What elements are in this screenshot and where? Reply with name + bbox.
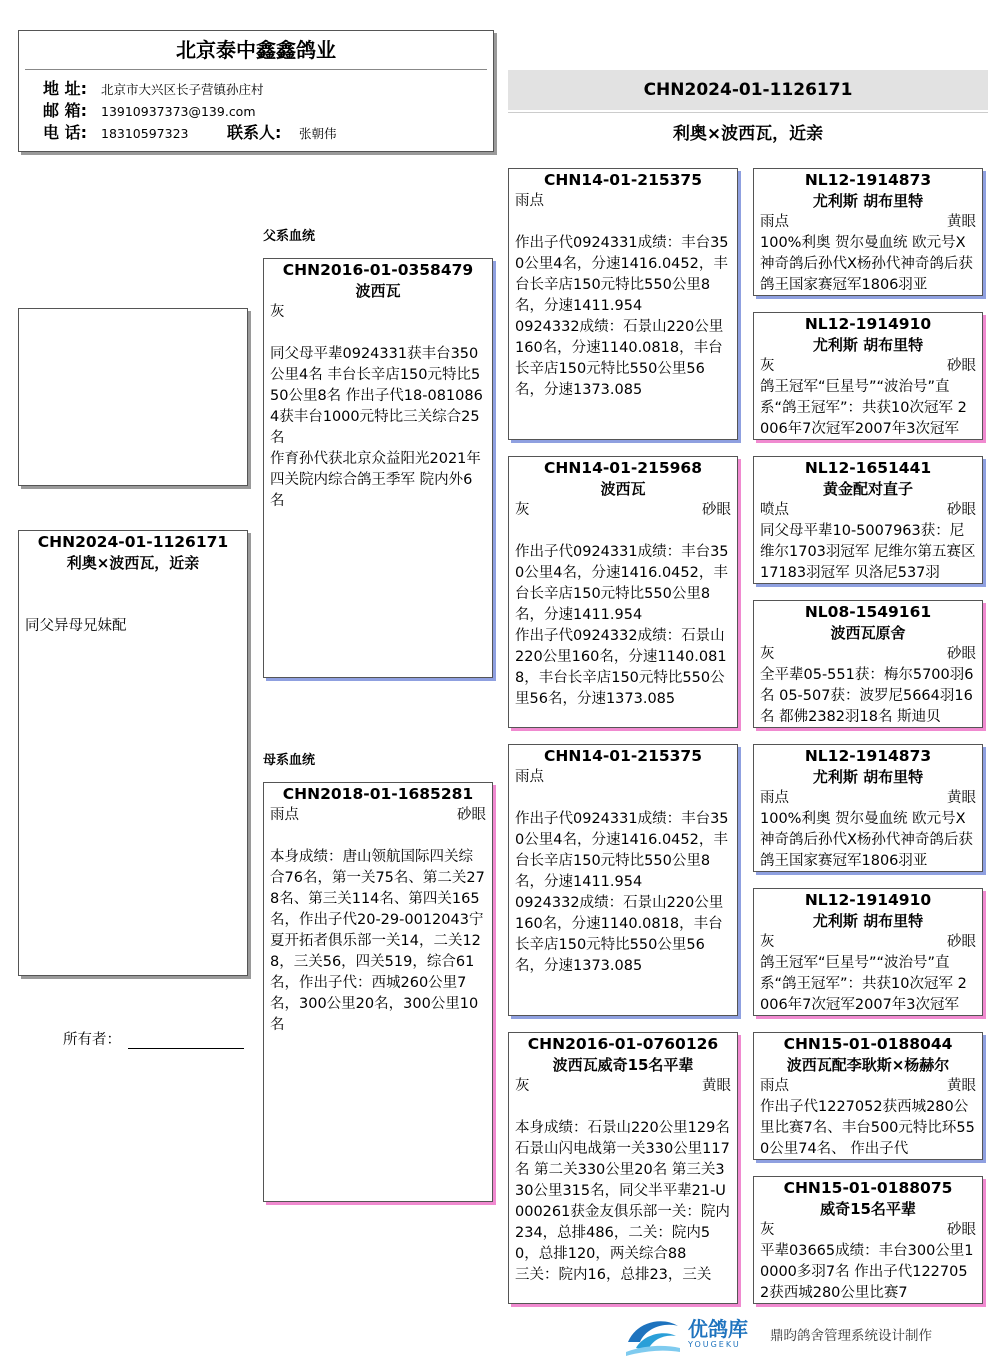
dam-sire-card <box>508 744 738 1016</box>
address-value: 北京市大兴区长子营镇孙庄村 <box>101 82 264 97</box>
ddd-eye: 砂眼 <box>947 1222 976 1238</box>
sss-eye: 黄眼 <box>947 214 976 230</box>
sire-ring: CHN2016-01-0358479 <box>282 261 474 279</box>
ssd-name: 尤利斯 胡布里特 <box>812 336 924 354</box>
sire-line-label: 父系血统 <box>263 229 316 244</box>
phone-line <box>19 122 493 144</box>
dam-dam-ring: CHN2016-01-0760126 <box>527 1035 719 1053</box>
dss-color: 雨点 <box>760 790 789 806</box>
sds-card <box>753 456 983 584</box>
dsd-name: 尤利斯 胡布里特 <box>812 912 924 930</box>
ssd-eye: 砂眼 <box>947 358 976 374</box>
sire-dam-card <box>508 456 738 728</box>
dam-eye: 砂眼 <box>457 807 486 823</box>
sdd-name: 波西瓦原舍 <box>830 624 906 642</box>
dam-dam-eye: 黄眼 <box>702 1078 731 1094</box>
owner-line <box>63 1028 244 1049</box>
ddd-text: 平辈03665成绩：丰台300公里10000多羽7名 作出子代1227052获西城280公里比赛7 <box>760 1243 974 1301</box>
dam-line-label: 母系血统 <box>263 753 316 768</box>
sdd-card <box>753 600 983 728</box>
address-label: 地 址: <box>43 79 87 98</box>
dsd-ring: NL12-1914910 <box>804 891 932 909</box>
contact-value: 张朝伟 <box>299 126 337 141</box>
dds-color: 雨点 <box>760 1078 789 1094</box>
dam-text: 本身成绩：唐山领航国际四关综合76名，第一关75名、第二关278名、第三关114名、第四关165名，作出子代20-29-0012043宁夏开拓者俱乐部一关14，二关128，三关56，四关519，综合61名，作出子代：西城260公里7名，300公里20名，300公里10名 <box>270 849 485 1033</box>
dam-dam-name: 波西瓦威奇15名平辈 <box>552 1056 694 1074</box>
sire-dam-name: 波西瓦 <box>600 480 646 498</box>
subject-ring: CHN2024-01-1126171 <box>37 533 229 551</box>
dam-dam-text: 本身成绩：石景山220公里129名 石景山闪电战第一关330公里117名 第二关330公里20名 第三关330公里315名，同父半平辈21-U000261获金友俱乐部一关：院内234，总排486，二关：院内50，总排120，两关综合88 三关：院内16，总排23，三关 <box>515 1120 730 1283</box>
address-line <box>19 78 493 100</box>
sire-name: 波西瓦 <box>355 282 401 300</box>
dam-ring: CHN2018-01-1685281 <box>282 785 474 803</box>
sds-eye: 砂眼 <box>947 502 976 518</box>
subject-ring-title: CHN2024-01-1126171 <box>508 70 988 110</box>
subject-name: 利奥×波西瓦，近亲 <box>66 554 200 572</box>
subject-note: 同父异母兄妹配 <box>25 618 127 634</box>
email-value: 13910937373@139.com <box>101 104 256 119</box>
sire-dam-ring: CHN14-01-215968 <box>543 459 703 477</box>
photo-frame <box>18 308 248 486</box>
dds-card <box>753 1032 983 1160</box>
sds-ring: NL12-1651441 <box>804 459 932 477</box>
dam-sire-text: 作出子代0924331成绩：丰台350公里4名，分速1416.0452，丰台长辛店150元特比550公里8名，分速1411.954 0924332成绩：石景山220公里160名，分速1140.0818，丰台长辛店150元特比550公里56名，分速1373.085 <box>515 811 729 974</box>
sss-color: 雨点 <box>760 214 789 230</box>
contact-label: 联系人: <box>227 123 282 142</box>
dsd-color: 灰 <box>760 934 775 950</box>
dam-color: 雨点 <box>270 807 299 823</box>
ddd-card <box>753 1176 983 1304</box>
sds-name: 黄金配对直子 <box>822 480 913 498</box>
footer <box>622 1312 932 1356</box>
sire-dam-eye: 砂眼 <box>702 502 731 518</box>
title-divider <box>508 112 988 113</box>
dam-sire-color: 雨点 <box>515 769 544 785</box>
dss-card <box>753 744 983 872</box>
owner-label: 所有者： <box>63 1032 121 1048</box>
dds-eye: 黄眼 <box>947 1078 976 1094</box>
email-label: 邮 箱: <box>43 101 87 120</box>
sire-dam-text: 作出子代0924331成绩：丰台350公里4名，分速1416.0452，丰台长辛店150元特比550公里8名，分速1411.954 作出子代0924332成绩：石景山220公里160名，分速1140.0818，丰台长辛店150元特比550公里56名，分速1373.085 <box>515 544 729 707</box>
owner-field[interactable] <box>128 1048 244 1049</box>
sdd-ring: NL08-1549161 <box>804 603 932 621</box>
dds-text: 作出子代1227052获西城280公里比赛7名、丰台500元特比环550公里74名、 作出子代 <box>760 1099 975 1157</box>
sire-card <box>263 258 493 678</box>
phone-label: 电 话: <box>43 123 87 142</box>
ddd-name: 威奇15名平辈 <box>820 1200 916 1218</box>
dss-ring: NL12-1914873 <box>804 747 932 765</box>
ddd-color: 灰 <box>760 1222 775 1238</box>
loft-header <box>18 30 494 152</box>
sire-sire-color: 雨点 <box>515 193 544 209</box>
dam-sire-ring: CHN14-01-215375 <box>543 747 703 765</box>
sire-sire-text: 作出子代0924331成绩：丰台350公里4名，分速1416.0452，丰台长辛店150元特比550公里8名，分速1411.954 0924332成绩：石景山220公里160名，分速1140.0818，丰台长辛店150元特比550公里56名，分速1373.085 <box>515 235 729 398</box>
ssd-ring: NL12-1914910 <box>804 315 932 333</box>
brand-logo-icon <box>622 1312 684 1356</box>
loft-name: 北京泰中鑫鑫鸽业 <box>176 38 336 62</box>
dsd-card <box>753 888 983 1016</box>
dsd-eye: 砂眼 <box>947 934 976 950</box>
sss-text: 100%利奥 贺尔曼血统 欧元号X神奇鸽后孙代X杨孙代神奇鸽后获鸽王国家赛冠军1806羽亚 <box>760 235 973 293</box>
sdd-eye: 砂眼 <box>947 646 976 662</box>
sss-card <box>753 168 983 296</box>
phone-value: 18310597323 <box>101 126 189 141</box>
dam-card <box>263 782 493 1202</box>
dss-name: 尤利斯 胡布里特 <box>812 768 924 786</box>
ssd-card <box>753 312 983 440</box>
sss-name: 尤利斯 胡布里特 <box>812 192 924 210</box>
footer-credit: 鼎昀鸽舍管理系统设计制作 <box>770 1328 932 1344</box>
subject-name-title: 利奥×波西瓦，近亲 <box>672 124 824 144</box>
subject-card <box>18 530 248 976</box>
sdd-color: 灰 <box>760 646 775 662</box>
dds-ring: CHN15-01-0188044 <box>783 1035 953 1053</box>
dds-name: 波西瓦配李耿斯×杨赫尔 <box>786 1056 950 1074</box>
sire-dam-color: 灰 <box>515 502 530 518</box>
sdd-text: 全平辈05-551获：梅尔5700羽6名 05-507获：波罗尼5664羽16名 都佛2382羽18名 斯迪贝 <box>760 667 974 725</box>
sds-color: 喷点 <box>760 502 789 518</box>
brand-name: 优鸽库 <box>688 1317 748 1341</box>
sss-ring: NL12-1914873 <box>804 171 932 189</box>
sire-sire-card <box>508 168 738 440</box>
email-line <box>19 100 493 122</box>
sire-sire-ring: CHN14-01-215375 <box>543 171 703 189</box>
dsd-text: 鸽王冠军“巨星号”“波治号”直系“鸽王冠军”：共获10次冠军 2006年7次冠军2007年3次冠军 <box>760 955 967 1013</box>
brand-name-en: YOUGEKU <box>688 1340 741 1349</box>
sire-text: 同父母平辈0924331获丰台350公里4名 丰台长辛店150元特比550公里8名 作出子代18-0810864获丰台1000元特比三关综合25名 作育孙代获北京众益阳光2021年四关院内综合鸽王季军 院内外6名 <box>270 346 483 509</box>
ssd-text: 鸽王冠军“巨星号”“波治号”直系“鸽王冠军”：共获10次冠军 2006年7次冠军2007年3次冠军 <box>760 379 967 437</box>
dam-dam-color: 灰 <box>515 1078 530 1094</box>
ssd-color: 灰 <box>760 358 775 374</box>
brand-block <box>688 1319 748 1349</box>
dss-text: 100%利奥 贺尔曼血统 欧元号X神奇鸽后孙代X杨孙代神奇鸽后获鸽王国家赛冠军1806羽亚 <box>760 811 973 869</box>
dss-eye: 黄眼 <box>947 790 976 806</box>
sire-color: 灰 <box>270 304 285 320</box>
ddd-ring: CHN15-01-0188075 <box>783 1179 953 1197</box>
sds-text: 同父母平辈10-5007963获：尼维尔1703羽冠军 尼维尔第五赛区17183羽冠军 贝洛尼537羽 <box>760 523 976 581</box>
dam-dam-card <box>508 1032 738 1304</box>
